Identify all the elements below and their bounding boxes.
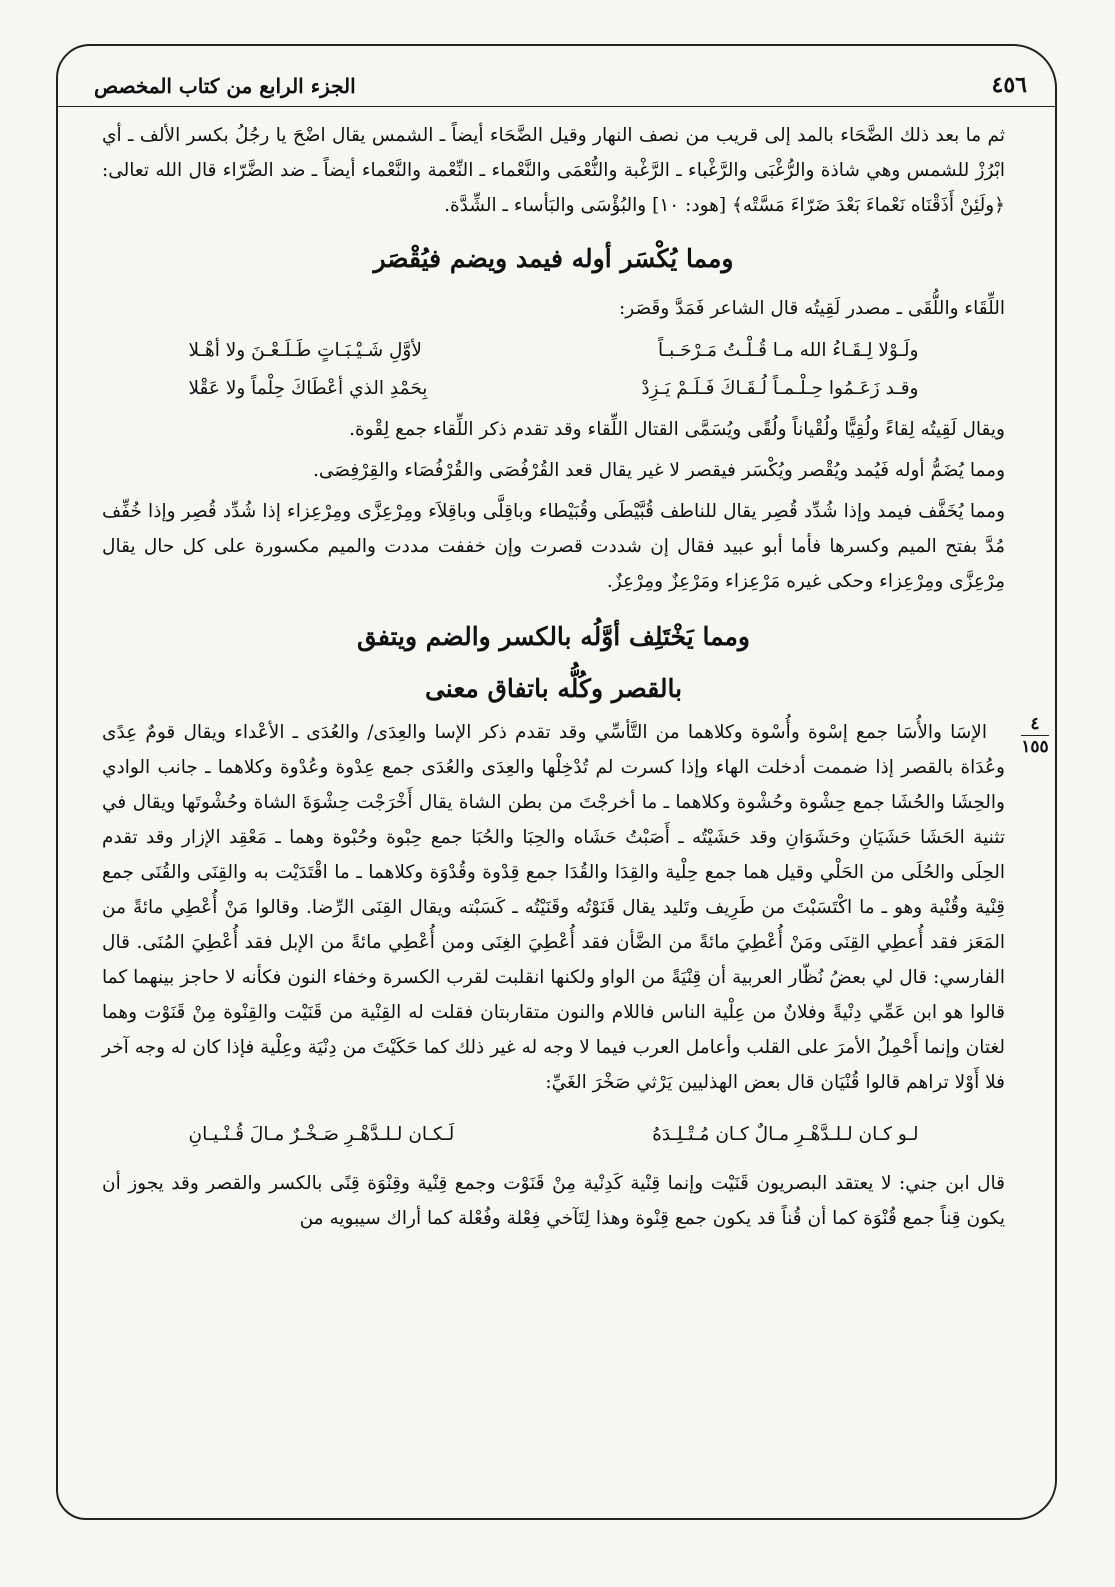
- paragraph: ومما يُضَمُّ أوله فَيُمد ويُقْصر ويُكْسَر فيقصر لا غير يقال قعد القُرْفُصَى والقُرْفُصَاء والقِرْفِصَى.: [312, 460, 1005, 481]
- paragraph-block: [102, 714, 1049, 1100]
- paragraph: قال ابن جني: لا يعتقد البصريون قَنَيْت وإنما قِنْية كَدِنْية مِنْ قَنَوْت وجمع قِنْية وقِنْوَة قِنًى بالكسر والقصر وقد يجوز أن يكون قِناً جمع قُنْوَة كما أن قُناً قد يكون جمع قِنْوة وهذا لِتَآخي فِعْلة وفُعْلة كما أراك سيبويه من: [102, 1173, 1005, 1229]
- verse-line: [102, 332, 1005, 370]
- margin-divider: [1021, 735, 1049, 736]
- verse-hemistich-first: لـو كـان لـلـدَّهْـرِ مـالٌ كـان مُـتْـلِـدَهُ: [652, 1124, 919, 1145]
- paragraph: الإسَا والأُسَا جمع إسْوة وأُسْوة وكلاهما من التَّأسِّي وقد تقدم ذكر الإسا والعِدَى/ والعُدَى ـ الأعْداء ويقال قومٌ عِدًى وعُدَاة بالقصر إذا ضممت أدخلت الهاء وإذا كسرت لم تُدْخِلْها والعِدَى والعُدَى جمع عِدْوة وعُدْوة وكلاهما ـ جانب الوادي والحِشَا والحُشَا جمع حِشْوة وحُشْوة وكلاهما ـ ما أخرجْتَ من بطن الشاة يقال أَخْرَجْت حِشْوَةَ الشاة وحُشْوتَها ويقال في تثنية الحَشَا حَشَيَانِ وحَشَوَانِ وقد حَشَيْتُه ـ أَصَبْتُ حَشَاه والحِبَا والحُبَا جمع حِبْوة وحُبْوة وهما ـ مَعْقِد الإزار وقد تقدم الحِلَى والحُلَى من الحَلْي وقيل هما جمع حِلْية والقِدَا والقُدَا جمع قِدْوة وقُدْوَة وكلاهما ـ ما اقْتَدَيْت به والقِنَى والقُنَى جمع قِنْية وقُنْية وهو ـ ما اكْتَسَبْتَ من طَرِيف وتَليد يقال قَنَوْتُه وقَنَيْتُه ـ كَسَبْته ويقال القِنَى الرِّضا. وقالوا مَنْ أُعْطِي مائةً من المَعَز فقد أُعطِي القِنَى ومَنْ أُعْطِيَ مائةً من الضَّأن فقد أُعْطِيَ الغِنَى ومن أُعْطِي مائةً من الإبل فقد أُعْطِيَ المُنَى. قال الفارسي: قال لي بعضُ نُظّار العربية أن قِنْيَةً من الواو ولكنها انقلبت لقرب الكسرة وخفاء النون فكأنه لا حاجز بينهما كما قالوا هو ابن عَمِّي دِنْيةً وفلانٌ من عِلْية الناس فاللام والنون متقاربتان فقلت له القِنْية من قَنَيْت والقِنْوة مِنْ قَنَوْت وهما لغتان وإنما أَحْمِلُ الأمرَ على القلب وأعامل العرب فيما لا وجه له غير ذلك كما حَكَيْتَ من دِنْيَة وعِلْية فإذا كان له وجه آخر فلا أَوْلا تراهم قالوا قُنْيَان قال بعض الهذليين يَرْثي صَخْرَ الغَيِّ:: [102, 722, 1005, 1093]
- section-heading: ومما يُكْسَر أوله فيمد ويضم فيُقْصَر: [373, 244, 734, 273]
- page-header: [58, 66, 1055, 107]
- intro-paragraph: ثم ما بعد ذلك الضَّحَاء بالمد إلى قريب من نصف النهار وقيل الضَّحَاء أيضاً ـ الشمس يقال اضْحَ يا رجُلُ بكسر الألف ـ أي ابْرُزْ للشمس وهي شاذة والرُّغْبَى والرَّغْباء ـ الرَّغْبة والنُّعْمَى والنَّعْماء ـ النِّعْمة والنَّعْماء أيضاً ـ ضد الضَّرّاء قال الله تعالى: ﴿ولَئِنْ أَذَقْنَاه نَعْماءَ بَعْدَ ضَرّاءَ مَسَّتْه﴾ [هود: ١٠] والبُؤْسَى والبَأساء ـ الشِّدَّة.: [102, 125, 1005, 216]
- section-heading-line-2: بالقصر وكُلُّه باتفاق معنى: [424, 674, 683, 703]
- paragraph: ويقال لَقِيتُه لِقاءً ولُقِيًّا ولُقْياناً ولُقًى ويُسَمَّى القتال اللِّقاء وقد تقدم ذكر اللِّقاء جمع لِقْوة.: [349, 419, 1005, 440]
- page-frame: [56, 44, 1057, 1520]
- page-number: ٤٥٦: [991, 72, 1027, 98]
- poem-verses: [102, 332, 1005, 408]
- margin-volume-number: ٤: [1030, 714, 1040, 734]
- verse-line: [102, 370, 1005, 408]
- verse-hemistich-second: لَـكـان لـلـدَّهْـرِ صَـخْـرٌ مـالَ قُـنْـيـانِ: [188, 1124, 455, 1145]
- margin-page-reference: [1017, 715, 1053, 756]
- page-content: [102, 118, 1049, 1492]
- verse-hemistich-first: ولَـوْلا لِـقَـاءُ الله مـا قُـلْـتُ مَـرْحَـبـاً: [658, 340, 919, 361]
- verse-line: [102, 1116, 1005, 1154]
- verse-hemistich-second: بِحَمْدِ الذي أعْطَاكَ حِلْماً ولا عَقْلا: [188, 378, 428, 399]
- running-title: الجزء الرابع من كتاب المخصص: [94, 74, 356, 98]
- margin-page-number: ١٥٥: [1021, 737, 1049, 757]
- verse-hemistich-first: وقـد زَعَـمُوا حِـلْـمـاً لُـقَـاكَ فَـلَـمْ يَـزِدْ: [641, 378, 919, 399]
- paragraph: ومما يُخَفَّف فيمد وإذا شُدِّد قُصِر يقال للناطف قُبَّيْطَى وقُبَيْطاء وباقِلَّى وباقِلاَء ومِرْعِزَّى ومِرْعِزاء إذا شُدِّد قُصِر وإذا خُفِّف مُدَّ بفتح الميم وكسرها فأما أبو عبيد فقال إن شددت قصرت وإن خففت مددت والميم مكسورة على كل حال يقال مِرْعِزَّى ومِرْعِزاء وحكى غيره مَرْعِزاء ومَرْعِزٌ ومِرْعِزٌ.: [102, 501, 1005, 592]
- section-heading-line-1: ومما يَخْتَلِف أوَّلُه بالكسر والضم ويتفق: [356, 622, 750, 651]
- verse-hemistich-second: لأوَّلِ شَـيْـبَـاتٍ طَـلَـعْـنَ ولا أهْـلا: [188, 340, 422, 361]
- paragraph: اللِّقَاء واللُّقَى ـ مصدر لَقِيتُه قال الشاعر فَمَدَّ وقَصَر:: [619, 298, 1005, 319]
